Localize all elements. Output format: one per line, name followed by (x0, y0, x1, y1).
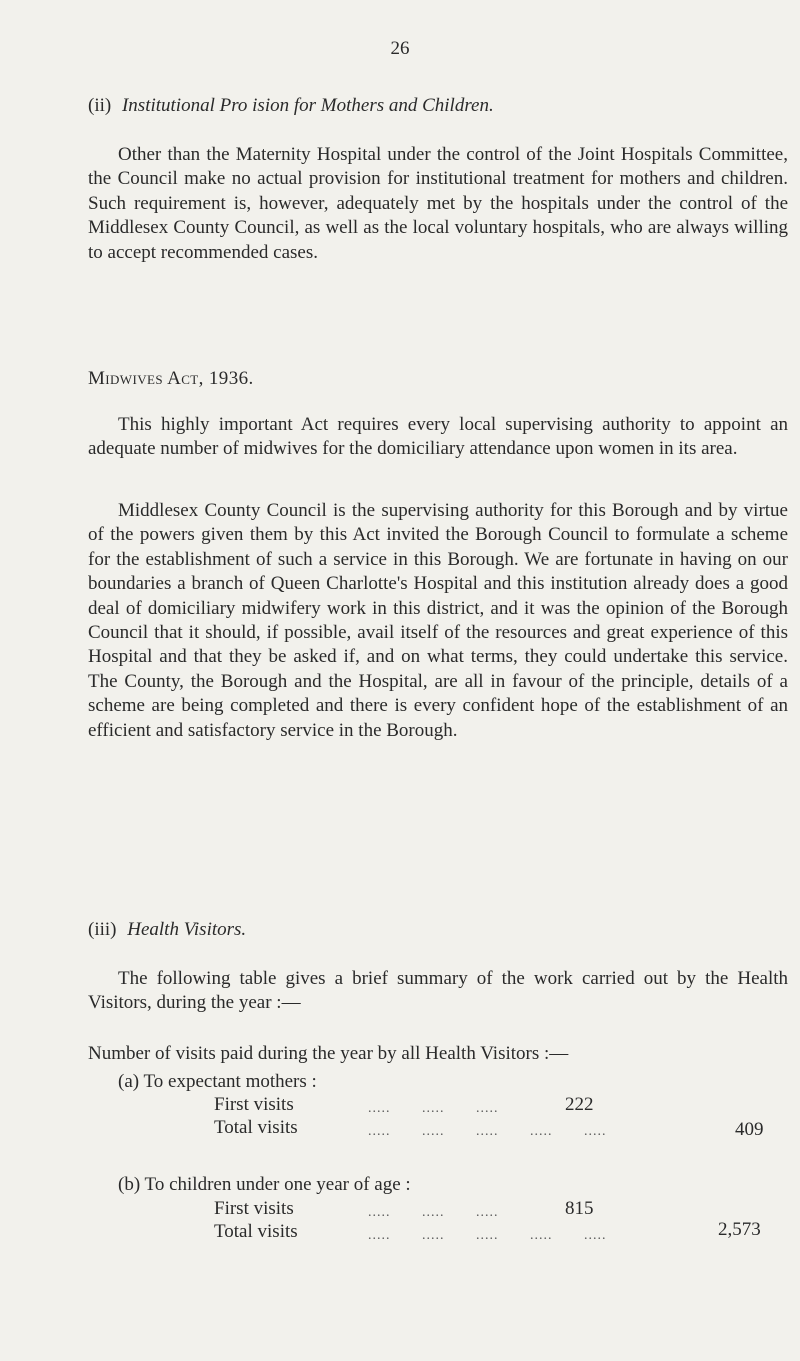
group-a-first-label: First visits (214, 1094, 294, 1115)
midwives-paragraph-1: This highly important Act requires every local supervising authority to appoint an adequate number of midwives for the domiciliary attendance upon women in its area. (88, 414, 788, 460)
page-number: 26 (390, 38, 410, 59)
section-iii-intro: The following table gives a brief summary of the work carried out by the Health Visitors, during the year :— (88, 968, 788, 1014)
group-a-label: (a) To expectant mothers : (118, 1071, 317, 1092)
group-b-label: (b) To children under one year of age : (118, 1174, 411, 1195)
group-a-total-value: 409 (735, 1119, 764, 1140)
section-iii-marker: (iii) (88, 919, 117, 940)
leader-dots: ..... ..... ..... ..... ..... (368, 1124, 607, 1139)
leader-dots: ..... ..... ..... (368, 1101, 499, 1116)
group-a-first-value: 222 (565, 1094, 594, 1115)
leader-dots: ..... ..... ..... (368, 1205, 499, 1220)
visits-heading: Number of visits paid during the year by all Health Visitors :— (88, 1043, 569, 1064)
group-a-total-label: Total visits (214, 1117, 298, 1138)
group-b-total-label: Total visits (214, 1221, 298, 1242)
group-b-first-label: First visits (214, 1198, 294, 1219)
midwives-paragraph-2: Middlesex County Council is the supervising authority for this Borough and by virtue of the powers given them by this Act invited the Borough Council to formulate a scheme for the establishment of such a service in this Borough. We are fortunate in having on our boundaries a branch of Queen Charlotte's Hospital and this institution already does a good deal of domiciliary midwifery work in this district, and it was the opinion of the Borough Council that it should, if possible, avail itself of the resources and great experience of this Hospital and that they be asked if, and on what terms, they could undertake this service. The County, the Borough and the Hospital, are all in favour of the principle, details of a scheme are being completed and there is every confident hope of the establishment of an efficient and satisfactory service in the Borough. (88, 500, 788, 741)
leader-dots: ..... ..... ..... ..... ..... (368, 1228, 607, 1243)
section-ii-heading (88, 95, 494, 117)
section-ii-title: Institutional Pro ision for Mothers and Children. (121, 95, 494, 116)
section-iii-heading (88, 919, 246, 941)
group-b-total-value: 2,573 (718, 1219, 761, 1240)
section-iii-title: Health Visitors. (127, 919, 247, 940)
section-ii-marker: (ii) (88, 95, 112, 116)
group-b-first-value: 815 (565, 1198, 594, 1219)
section-ii-paragraph: Other than the Maternity Hospital under the control of the Joint Hospitals Committee, the Council make no actual provision for institutional treatment for mothers and children. Such requirement is, however, adequately met by the hospitals under the control of the Middlesex County Council, as well as the local voluntary hospitals, who are always willing to accept recommended cases. (88, 144, 788, 263)
midwives-heading: Midwives Act, 1936. (88, 368, 254, 389)
